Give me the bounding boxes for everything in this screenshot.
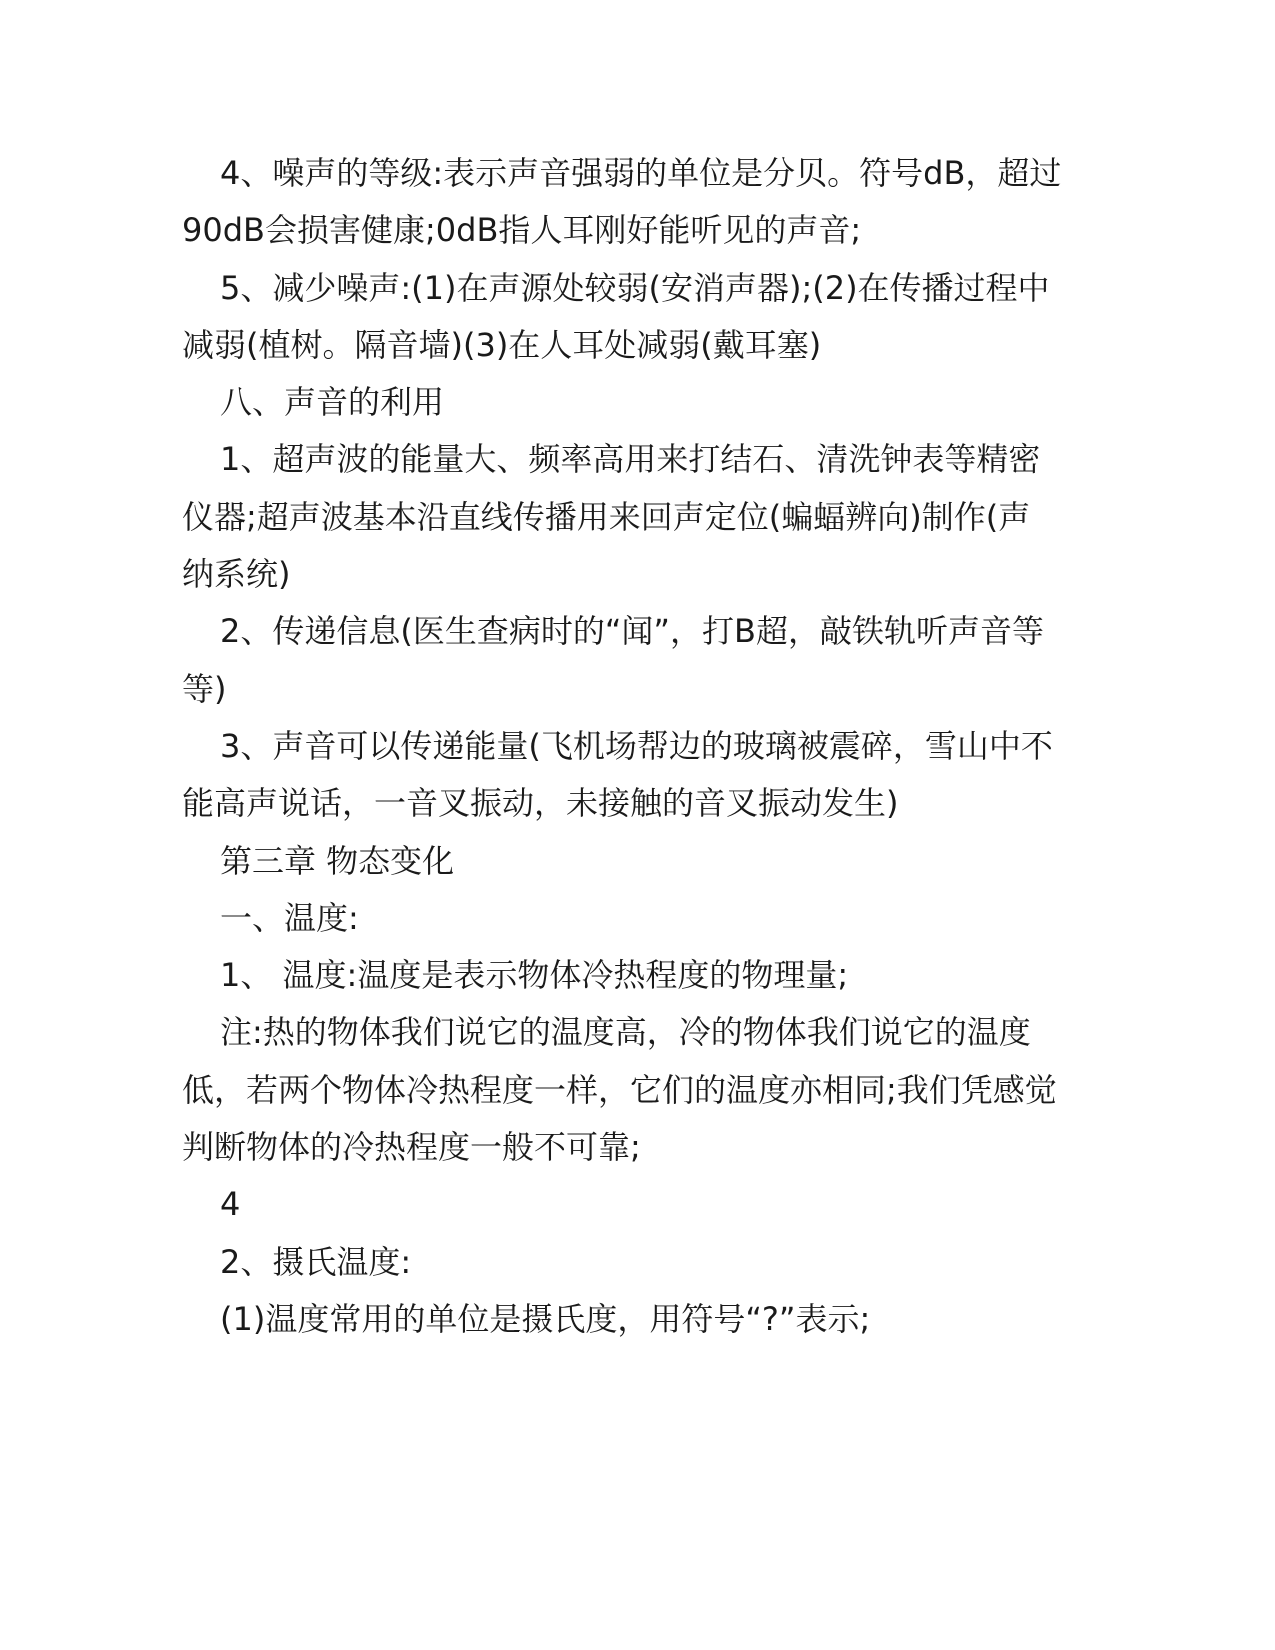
paragraph-transmit-info: 2、传递信息(医生查病时的“闻”，打B超，敲铁轨听声音等等) (182, 612, 1044, 708)
paragraph-temperature-def: 1、 温度:温度是表示物体冷热程度的物理量; (220, 956, 849, 995)
paragraph-noise-level: 4、噪声的等级:表示声音强弱的单位是分贝。符号dB，超过90dB会损害健康;0dB指人耳刚好能听见的声音; (182, 154, 1062, 250)
chapter-title: 第三章 物态变化 (220, 841, 455, 880)
page-number: 4 (220, 1185, 241, 1224)
heading-sound-uses: 八、声音的利用 (220, 383, 445, 422)
paragraph-celsius-unit: (1)温度常用的单位是摄氏度，用符号“?”表示; (220, 1299, 871, 1338)
section-heading-temperature: 一、温度: (220, 898, 359, 937)
paragraph-note: 注:热的物体我们说它的温度高，冷的物体我们说它的温度低，若两个物体冷热程度一样，它们的温度亦相同;我们凭感觉判断物体的冷热程度一般不可靠; (182, 1013, 1057, 1167)
document-body (182, 145, 1062, 1348)
paragraph-transmit-energy: 3、声音可以传递能量(飞机场帮边的玻璃被震碎，雪山中不能高声说话，一音叉振动，未接触的音叉振动发生) (182, 726, 1053, 823)
paragraph-noise-reduction: 5、减少噪声:(1)在声源处较弱(安消声器);(2)在传播过程中减弱(植树。隔音墙)(3)在人耳处减弱(戴耳塞) (182, 268, 1050, 364)
paragraph-ultrasound: 1、超声波的能量大、频率高用来打结石、清洗钟表等精密仪器;超声波基本沿直线传播用来回声定位(蝙蝠辨向)制作(声纳系统) (182, 440, 1041, 594)
section-heading-celsius: 2、摄氏温度: (220, 1242, 412, 1281)
